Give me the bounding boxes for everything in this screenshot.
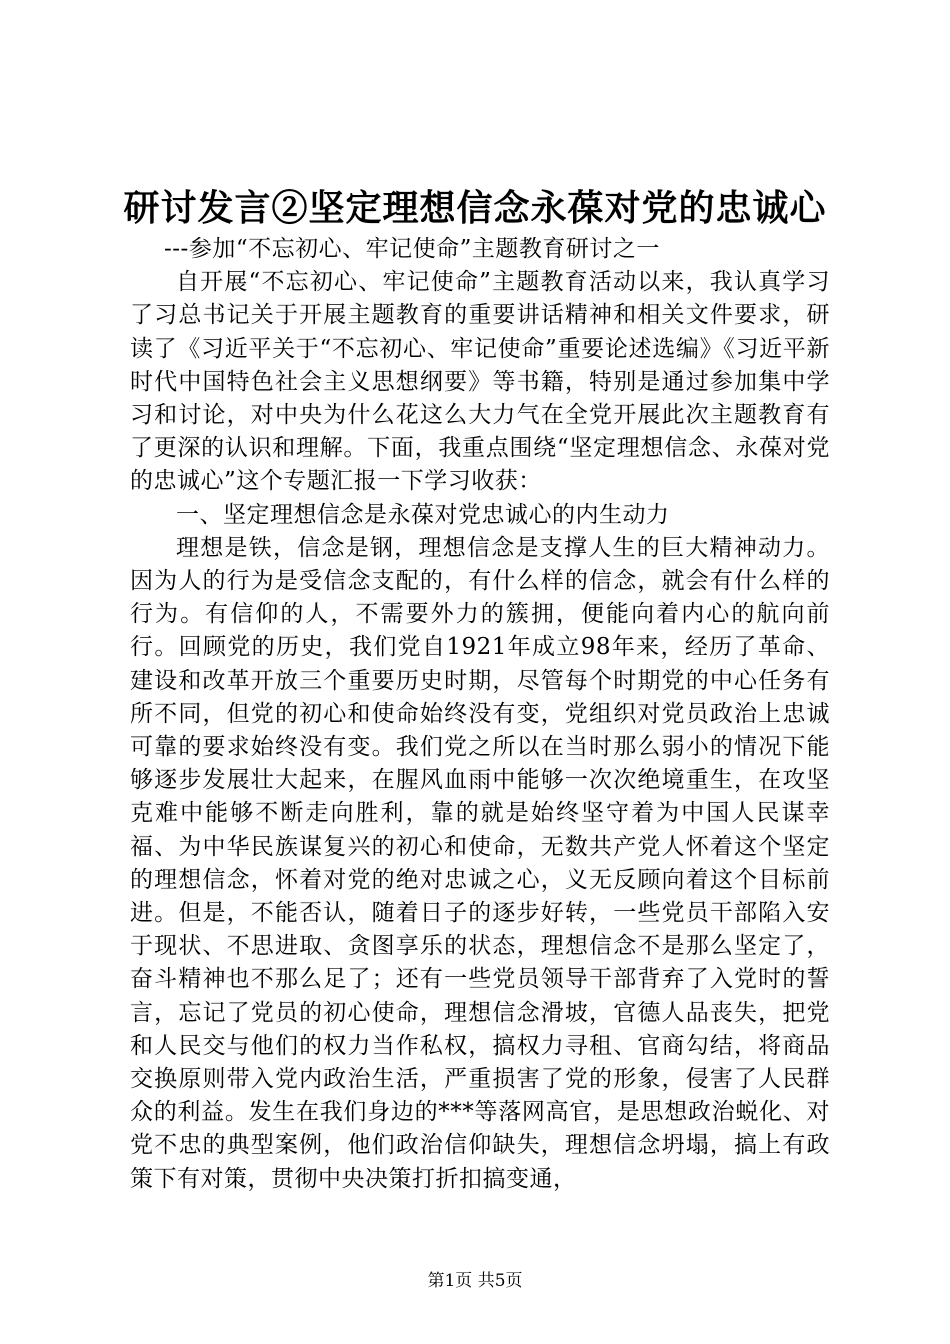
document-subtitle: ---参加“不忘初心、牢记使命”主题教育研讨之一 — [164, 236, 660, 262]
paragraph-intro: 自开展“不忘初心、牢记使命”主题教育活动以来，我认真学习了习总书记关于开展主题教育的重要讲话精神和相关文件要求，研读了《习近平关于“不忘初心、牢记使命”重要论述选编》《习近平新时代中国特色社会主义思想纲要》等书籍，特别是通过参加集中学习和讨论，对中央为什么花这么大力气在全党开展此次主题教育有了更深的认识和理解。下面，我重点围绕“坚定理想信念、永葆对党的忠诚心”这个专题汇报一下学习收获： — [130, 269, 830, 495]
paragraph-section-1: 理想是铁，信念是钢，理想信念是支撑人生的巨大精神动力。因为人的行为是受信念支配的，有什么样的信念，就会有什么样的行为。有信仰的人，不需要外力的簇拥，便能向着内心的航向前行。回顾党的历史，我们党自1921年成立98年来，经历了革命、建设和改革开放三个重要历史时期，尽管每个时期党的中心任务有所不同，但党的初心和使命始终没有变，党组织对党员政治上忠诚可靠的要求始终没有变。我们党之所以在当时那么弱小的情况下能够逐步发展壮大起来，在腥风血雨中能够一次次绝境重生，在攻坚克难中能够不断走向胜利，靠的就是始终坚守着为中国人民谋幸福、为中华民族谋复兴的初心和使命，无数共产党人怀着这个坚定的理想信念，怀着对党的绝对忠诚之心，义无反顾向着这个目标前进。但是，不能否认，随着日子的逐步好转，一些党员干部陷入安于现状、不思进取、贪图享乐的状态，理想信念不是那么坚定了，奋斗精神也不那么足了；还有一些党员领导干部背弃了入党时的誓言，忘记了党员的初心使命，理想信念滑坡，官德人品丧失，把党和人民交与他们的权力当作私权，搞权力寻租、官商勾结，将商品交换原则带入党内政治生活，严重损害了党的形象，侵害了人民群众的利益。发生在我们身边的***等落网高官，是思想政治蜕化、对党不忠的典型案例，他们政治信仰缺失，理想信念坍塌，搞上有政策下有对策，贯彻中央决策打折扣搞变通， — [130, 534, 830, 1192]
section-heading-1: 一、坚定理想信念是永葆对党忠诚心的内生动力 — [176, 501, 670, 528]
page-footer: 第1页 共5页 — [427, 1271, 523, 1291]
document-body — [130, 233, 830, 1196]
document-title: 研讨发言②坚定理想信念永葆对党的忠诚心 — [123, 187, 827, 229]
